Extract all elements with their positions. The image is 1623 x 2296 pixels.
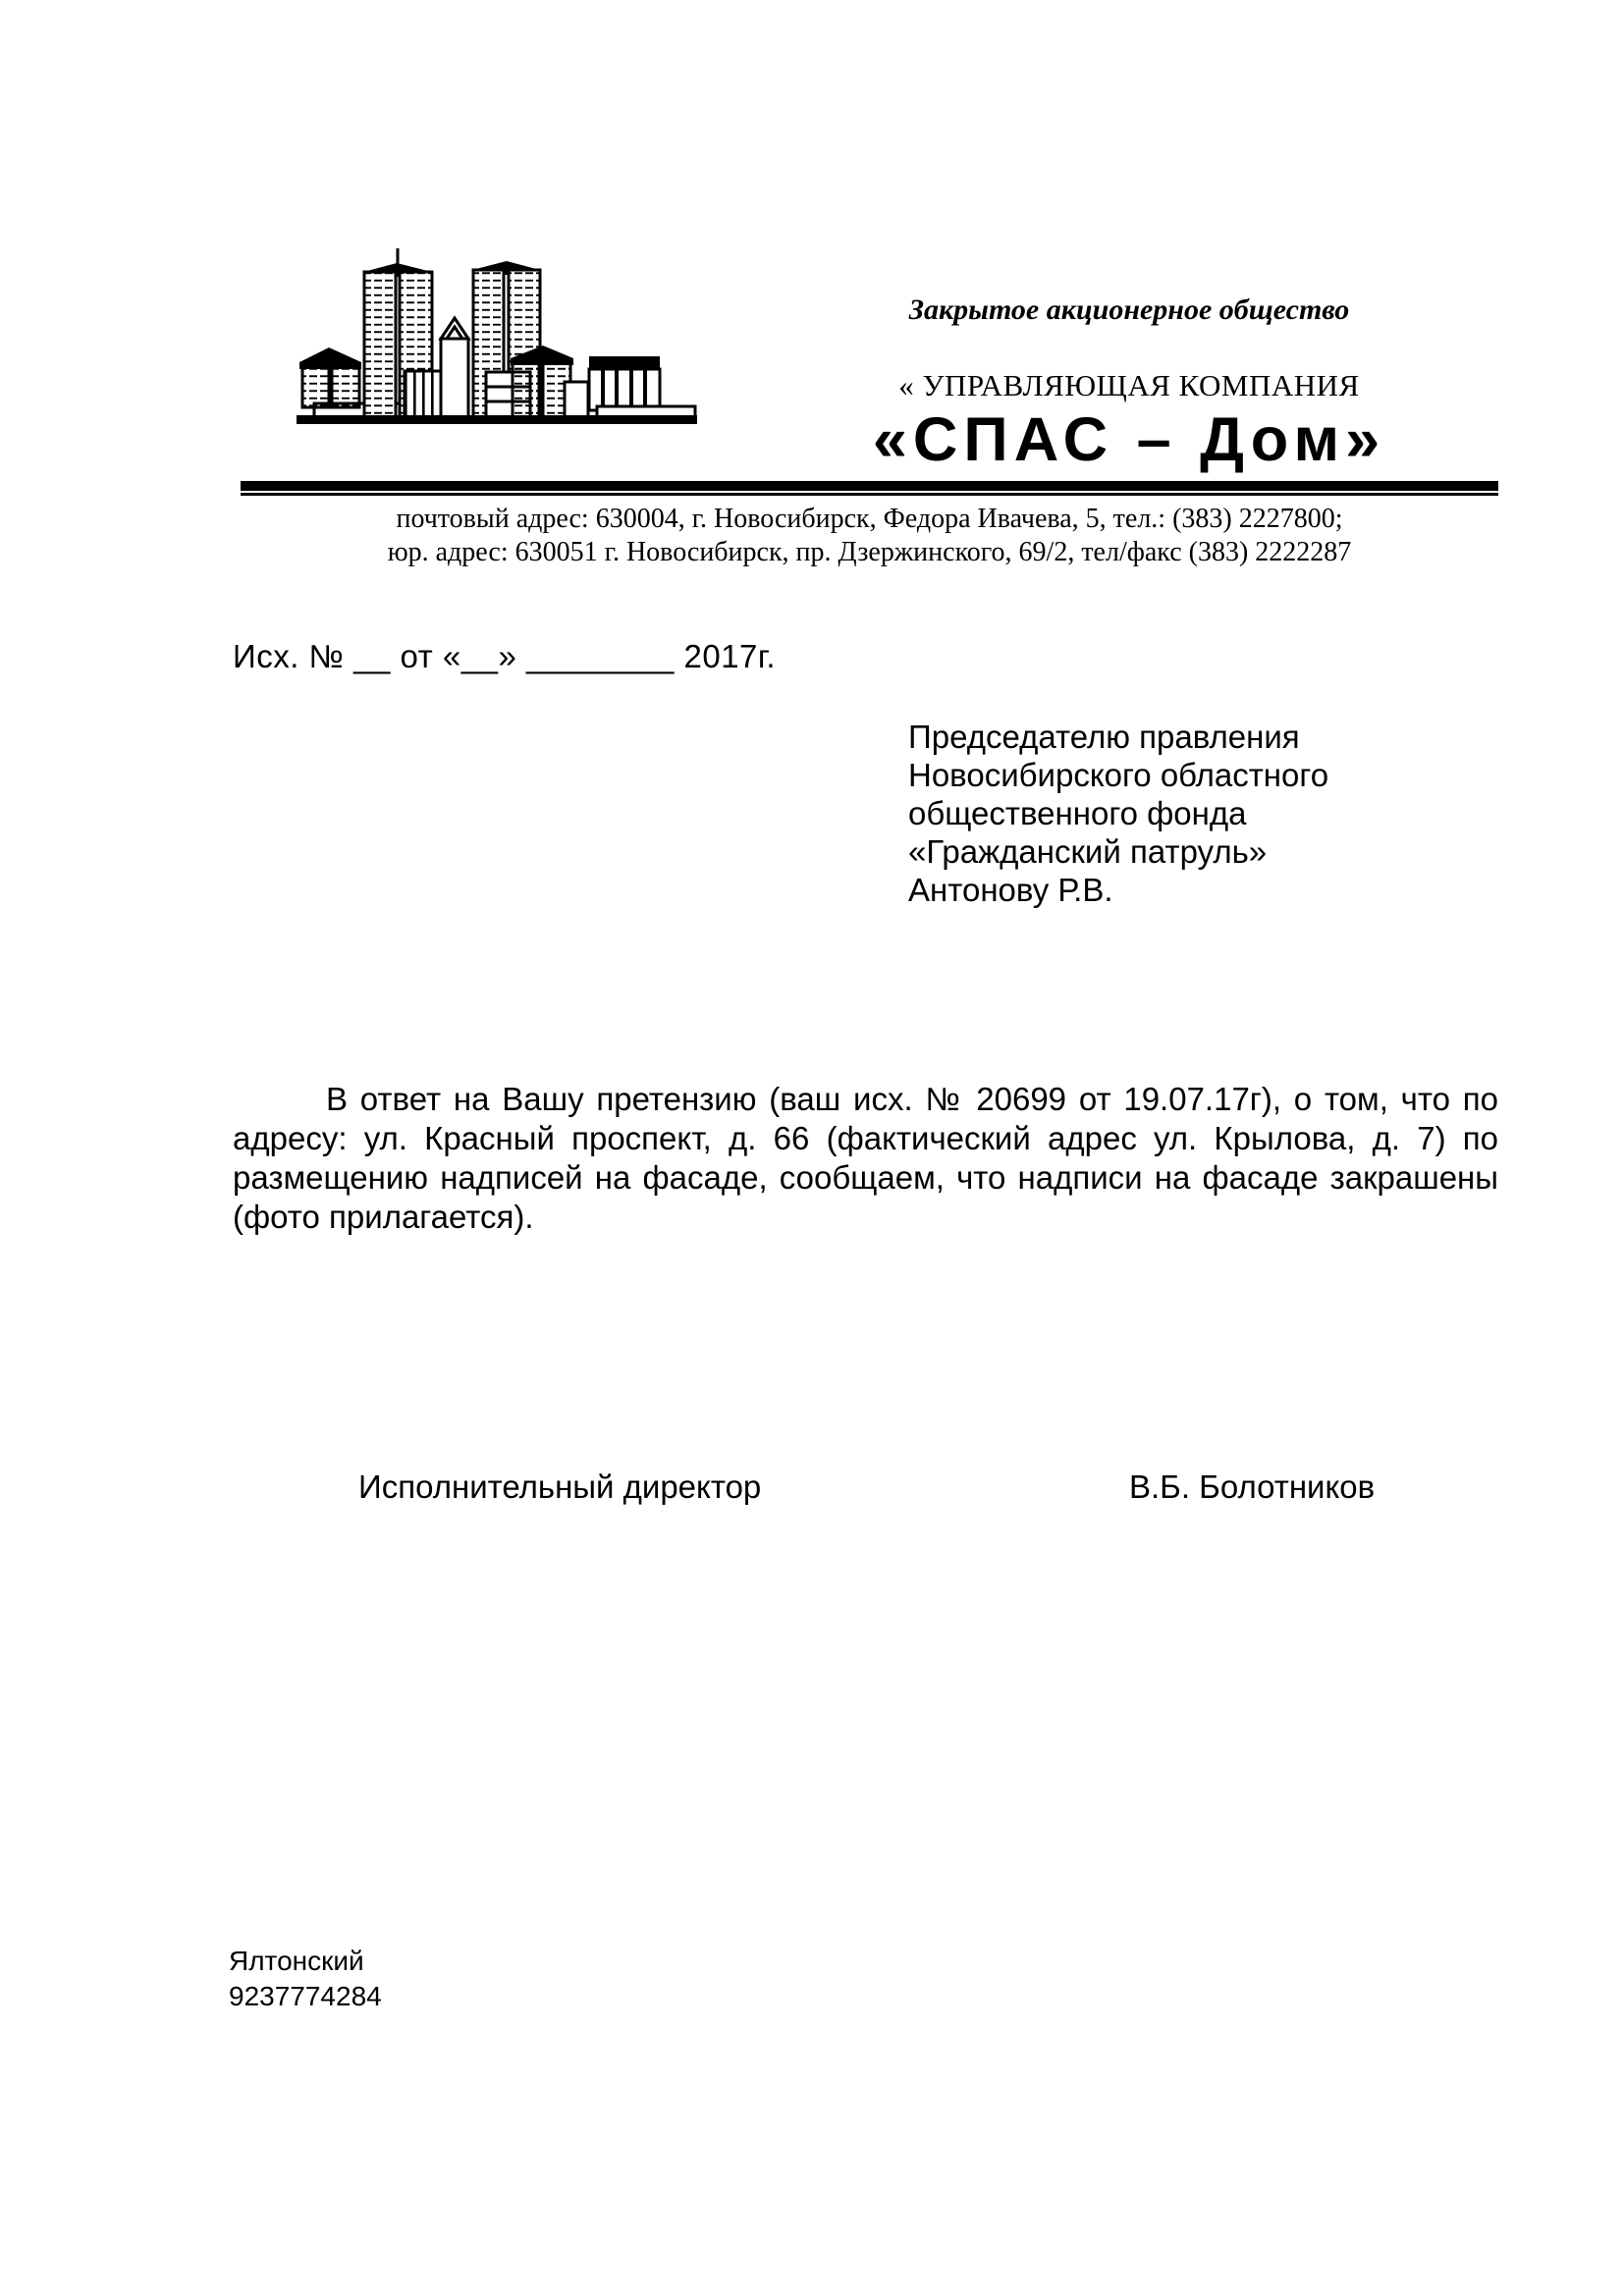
company-prefix-label: « УПРАВЛЯЮЩАЯ КОМПАНИЯ [898, 368, 1360, 402]
header-rule [241, 481, 1498, 496]
letterhead [774, 293, 1485, 476]
org-type-label: Закрытое акционерное общество [908, 294, 1350, 326]
body-paragraph: В ответ на Вашу претензию (ваш исх. № 20699 от 19.07.17г), о том, что по адресу: ул. Красный проспект, д. 66 (фактический адрес ул. Крылова, д. 7) по размещению надписей на фасаде, сообщаем, что надписи на фасаде закрашены (фото прилагается). [233, 1081, 1498, 1235]
signature-name: В.Б. Болотников [1129, 1468, 1376, 1505]
addressee-line: «Гражданский патруль» [908, 833, 1268, 870]
postal-address-line: почтовый адрес: 630004, г. Новосибирск, Федора Ивачева, 5, тел.: (383) 2227800; [396, 504, 1343, 534]
ref-number-line: Исх. № __ от «__» ________ 2017г. [233, 638, 777, 674]
executor-phone: 9237774284 [229, 1981, 382, 2011]
signature-position: Исполнительный директор [358, 1468, 762, 1505]
city-skyline-icon [287, 233, 709, 444]
address-block [241, 503, 1498, 569]
addressee-line: общественного фонда [908, 795, 1247, 831]
addressee-line: Председателю правления [908, 719, 1300, 755]
legal-address-line: юр. адрес: 630051 г. Новосибирск, пр. Дзержинского, 69/2, тел/факс (383) 2222287 [387, 537, 1352, 567]
company-name-label: «СПАС – Дом» [872, 405, 1386, 474]
addressee-line: Антонову Р.В. [908, 872, 1113, 908]
addressee-block [908, 718, 1328, 909]
addressee-line: Новосибирского областного [908, 757, 1329, 793]
executor-block [229, 1944, 382, 2014]
executor-name: Ялтонский [229, 1946, 364, 1976]
